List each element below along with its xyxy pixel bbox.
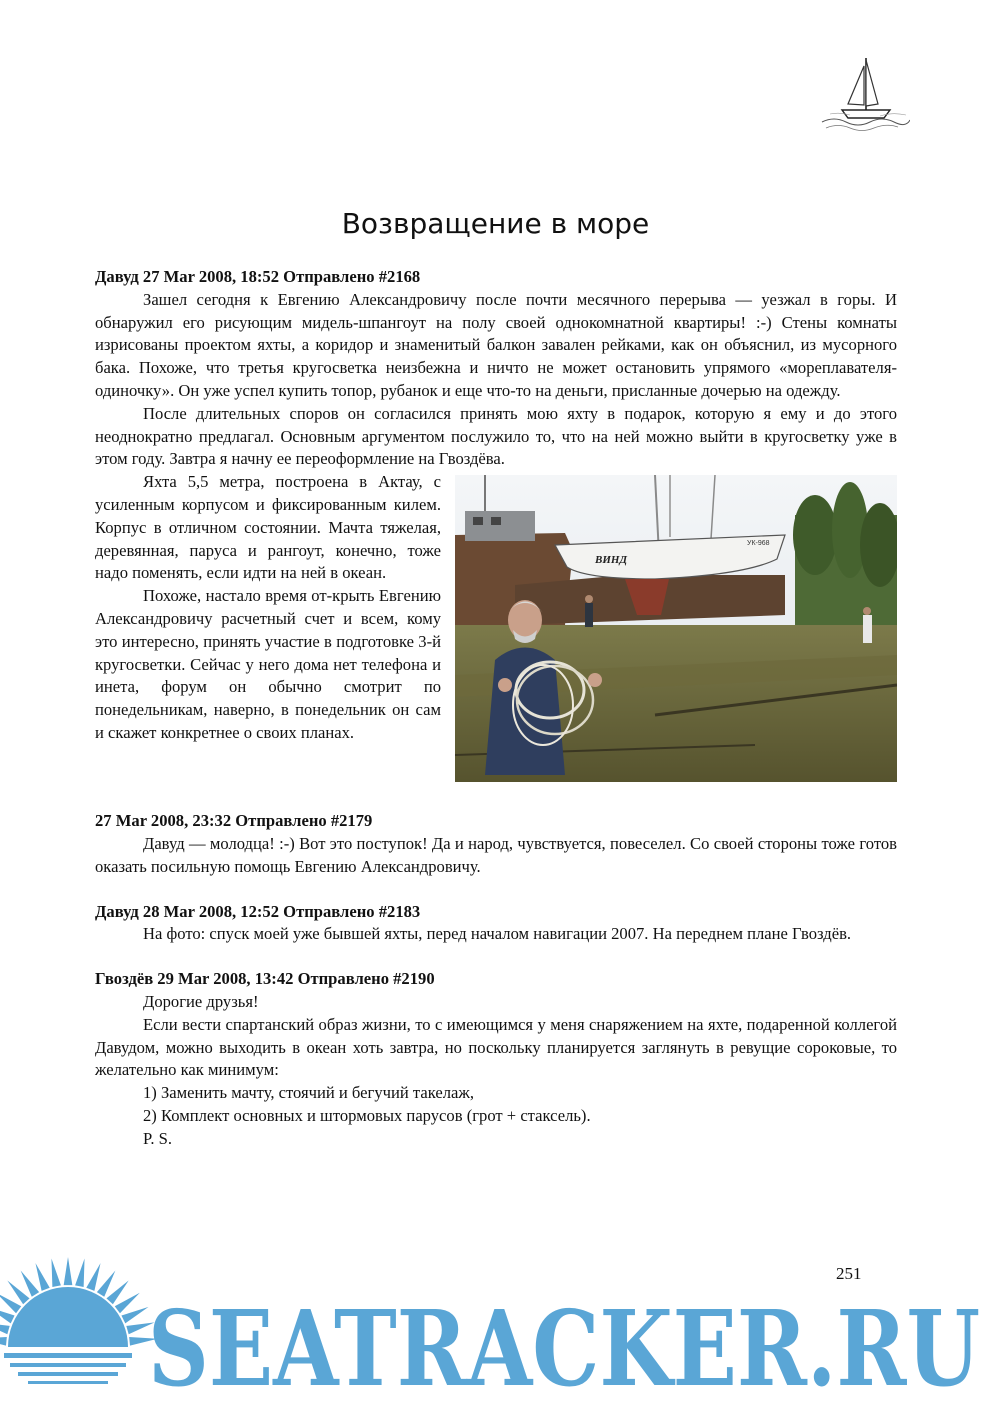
post-postscript: P. S. (143, 1128, 173, 1148)
sun-ray (35, 1263, 49, 1291)
sun-ray (115, 1293, 140, 1313)
post-header: 27 Mar 2008, 23:32 Отправлено #2179 (95, 811, 373, 831)
sun-ray (21, 1270, 40, 1296)
sun-ray (51, 1259, 60, 1287)
sun-logo-icon (0, 1257, 158, 1384)
forum-post (95, 266, 897, 788)
boat-number-label: УК-968 (747, 540, 770, 548)
photo-text-block (95, 471, 897, 788)
post-paragraph: Давуд — молодца! :-) Вот это поступок! Да и народ, чувствуется, повеселел. Со своей стороны тоже готов оказать посильную помощь Евгению Александровичу. (95, 833, 897, 876)
post-paragraph: Яхта 5,5 метра, построена в Актау, с усиленным корпусом и фиксированным килем. Корпус в отличном состоянии. Мачта тяжелая, деревянная, паруса и рангоут, конечно, тоже надо поменять, если идти на ней в океан. (95, 472, 441, 583)
watermark-text: SEATRACKER.RU (148, 1287, 980, 1403)
post-list-item: 2) Комплект основных и штормовых парусов (грот + стаксель). (143, 1105, 591, 1125)
post-paragraph: Если вести спартанский образ жизни, то с имеющимся у меня снаряжением на яхте, подаренной коллегой Давудом, можно выходить в океан хоть завтра, но поскольку планируется заглянуть в ревущие сороковые, то желательно как минимум: (95, 1014, 897, 1080)
sailboat-logo-icon (820, 52, 910, 132)
sun-ray (86, 1263, 100, 1291)
post-paragraph: После длительных споров он согласился принять мою яхту в подарок, которую я ему и до этого неоднократно предлагал. Основным аргументом послужило то, что на ней можно выйти в кругосветку уже в этом году. Завтра я начну ее переоформление на Гвоздёва. (95, 403, 897, 469)
shipyard-photo (455, 475, 897, 782)
post-paragraph: Дорогие друзья! (143, 991, 259, 1011)
post-paragraph: Зашел сегодня к Евгению Александровичу после почти месячного перерыва — уезжал в горы. И обнаружил его рисующим мидель-шпангоут на полу своей однокомнатной квартиры! :-) Стены комнаты изрисованы проектом яхты, а коридор и знаменитый балкон завален рейками, как он объяснил, из мусорного бака. Похоже, что третья кругосветка неизбежна и ничто не может остановить упрямого «мореплавателя-одиночку». Он уже успел купить топор, рубанок и еще что-то на деньги, присланные дочерью на одежду. (95, 289, 897, 400)
page-number: 251 (836, 1264, 862, 1283)
sun-ray (0, 1337, 7, 1346)
sun-ray (121, 1307, 148, 1323)
sun-ray (0, 1322, 10, 1334)
forum-post (95, 810, 897, 878)
forum-post (95, 968, 897, 1150)
page-title: Возвращение в море (341, 207, 650, 240)
post-paragraph: Похоже, настало время от-крыть Евгению Александровичу расчетный счет и всем, кому это интересно, принять участие в подготовке 3-й кругосветки. Сейчас у него дома нет телефона и инета, форум он обычно смотрит по понедельникам, наверно, в понедельник он сам и скажет конкретнее о своих планах. (95, 586, 441, 742)
post-header: Давуд 28 Mar 2008, 12:52 Отправлено #2183 (95, 901, 421, 921)
sun-ray (97, 1270, 116, 1296)
seatracker-watermark (0, 1255, 991, 1403)
sun-ray (75, 1259, 84, 1287)
boat-name-label: ВИНД (595, 554, 627, 567)
forum-post (95, 901, 897, 947)
sun-ray (64, 1257, 73, 1285)
post-list-item: 1) Заменить мачту, стоячий и бегучий такелаж, (143, 1083, 474, 1103)
post-paragraph: На фото: спуск моей уже бывшей яхты, перед началом навигации 2007. На переднем плане Гвоздёв. (143, 924, 852, 944)
post-header: Давуд 27 Mar 2008, 18:52 Отправлено #2168 (95, 267, 421, 286)
forum-thread (95, 266, 897, 1151)
post-header: Гвоздёв 29 Mar 2008, 13:42 Отправлено #2190 (95, 969, 435, 989)
